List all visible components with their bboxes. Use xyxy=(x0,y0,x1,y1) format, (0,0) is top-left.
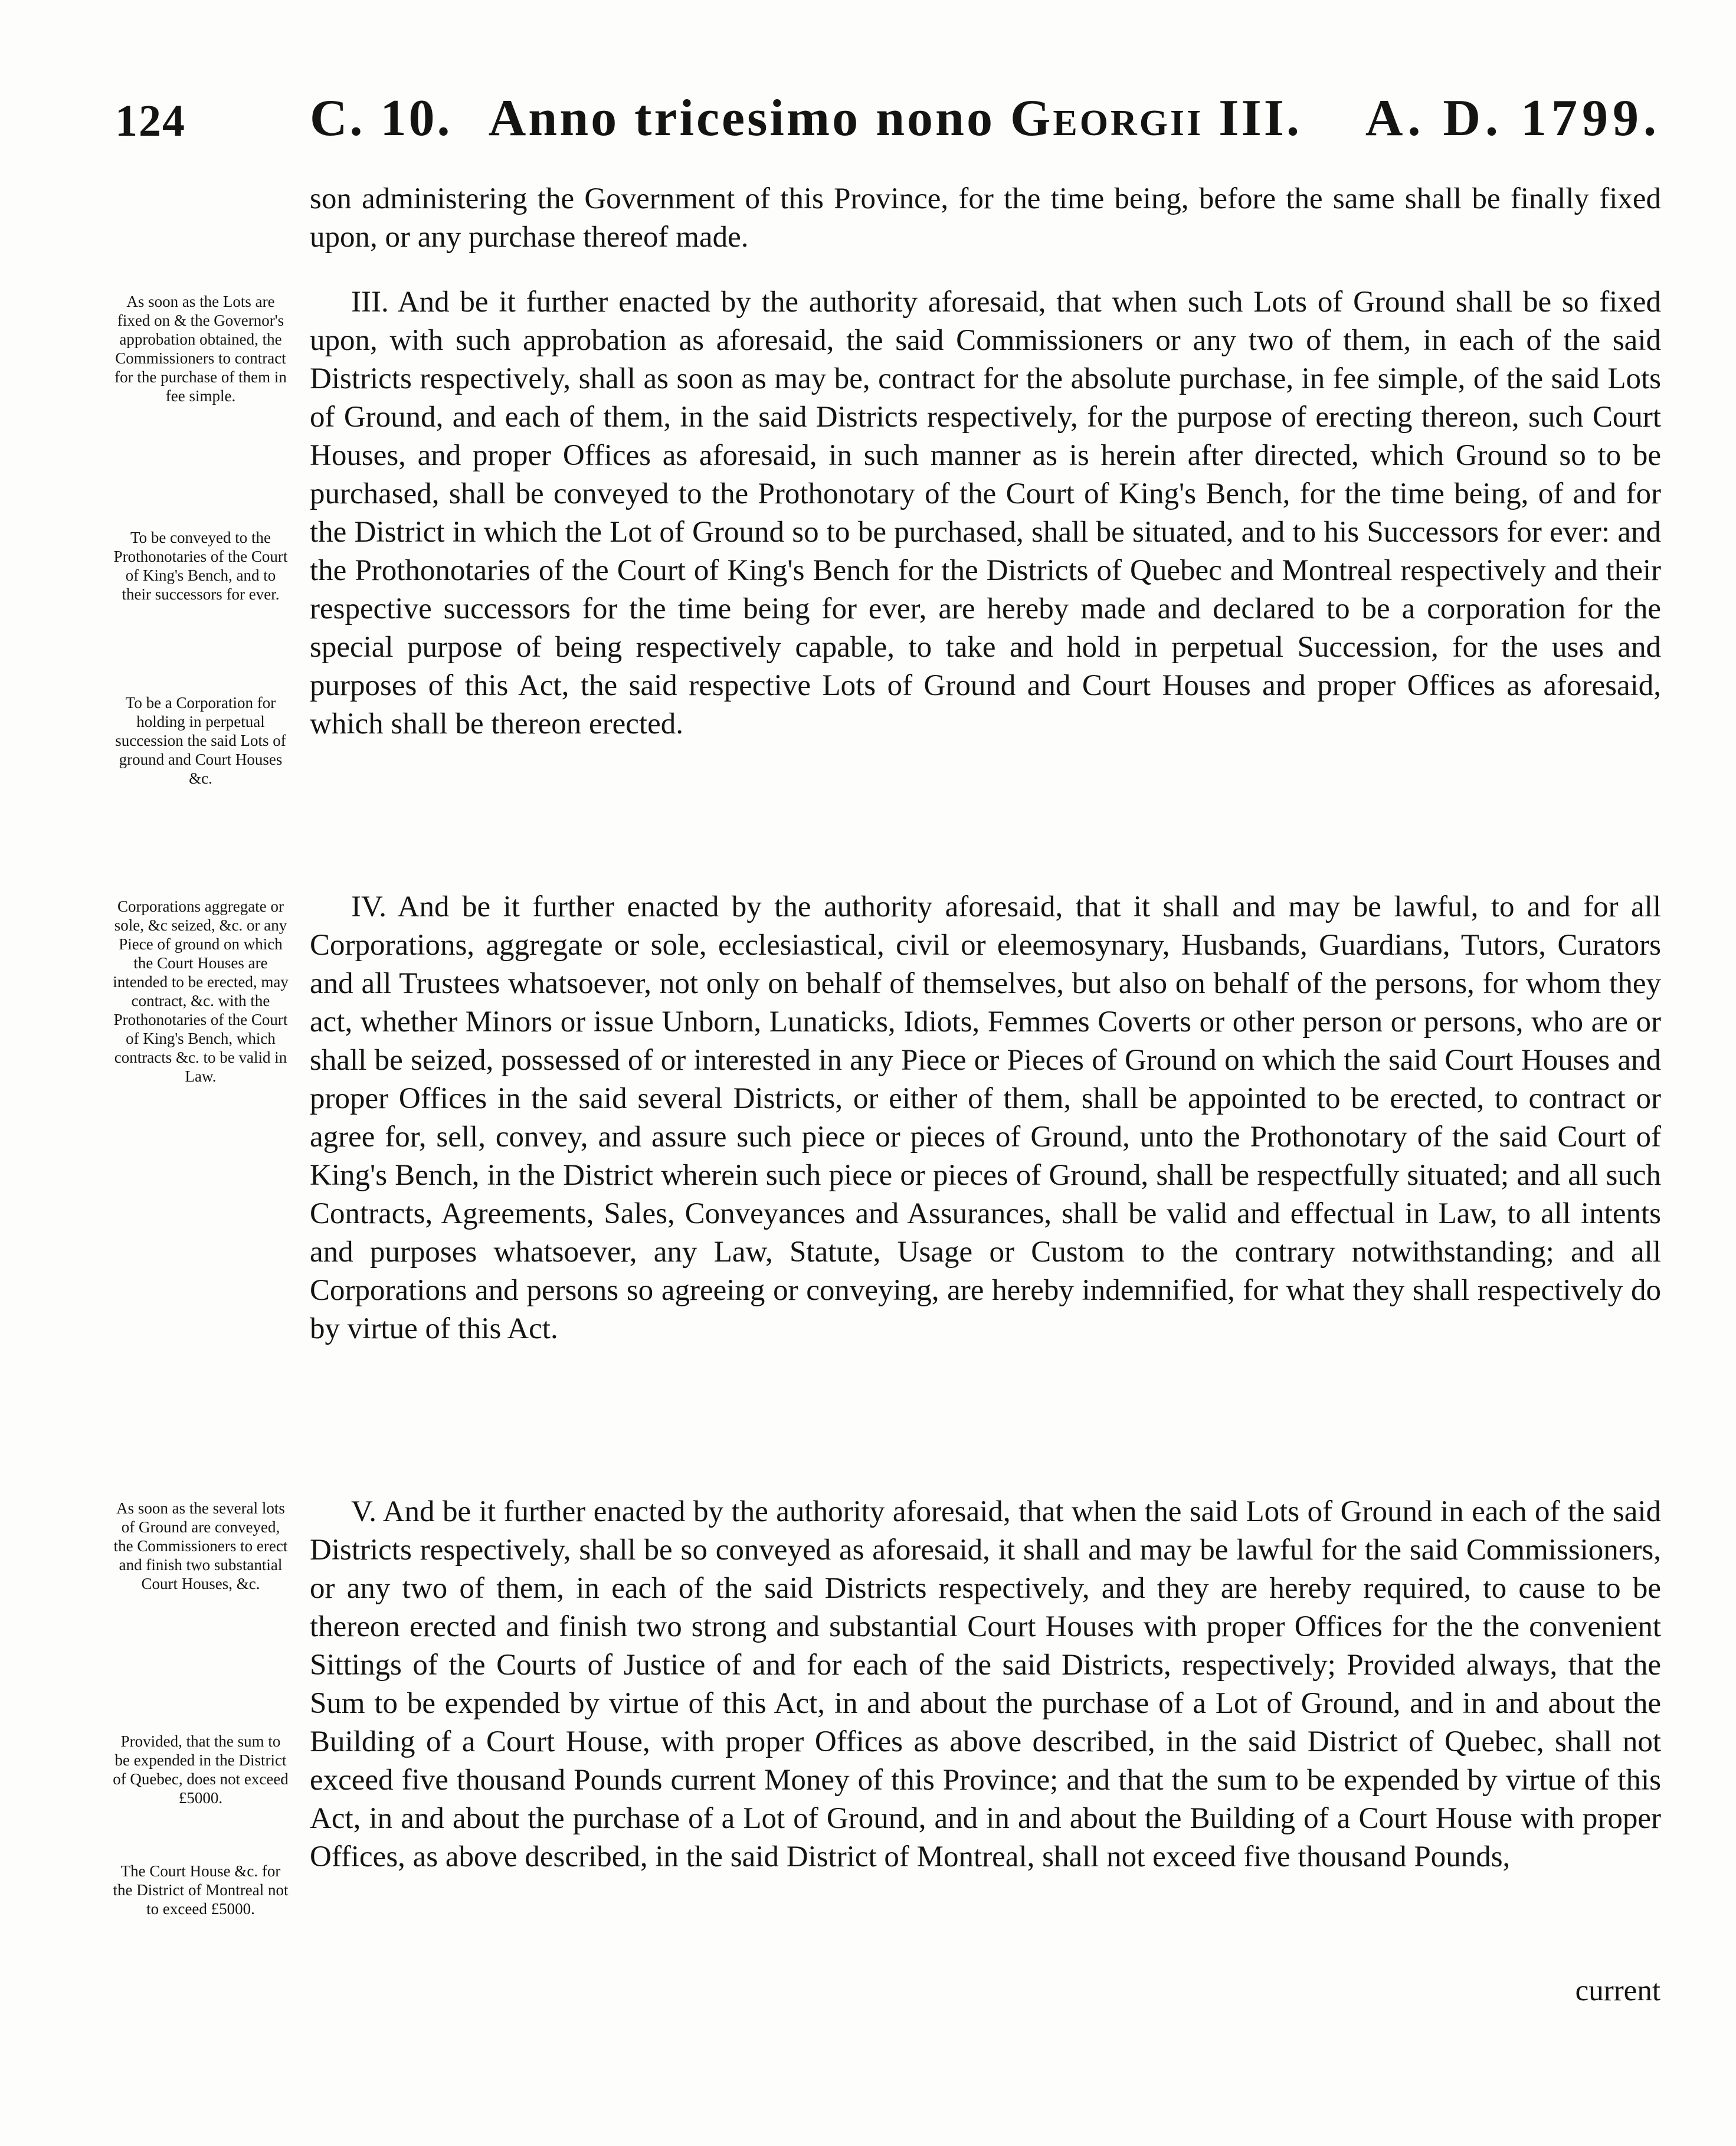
running-head xyxy=(310,89,1661,148)
section-text: IV. And be it further enacted by the authority aforesaid, that it shall and may be lawful, to and for all Corporations, aggregate or sole, ecclesiastical, civil or eleemosynary, Husbands, Guardians, Tutors, Curators and all Trustees whatsoever, not only on behalf of themselves, but also on behalf of the persons, for whom they act, whether Minors or issue Unborn, Lunaticks, Idiots, Femmes Coverts or other person or persons, who are or shall be seized, possessed of or interested in any Piece or Pieces of Ground on which the said Court Houses and proper Offices in the said several Districts, or either of them, shall be appointed to be erected, to contract or agree for, sell, convey, and assure such piece or pieces of Ground, unto the Prothonotary of the said Court of King's Bench, in the District wherein such piece or pieces of Ground, shall be respectfully situated; and all such Contracts, Agreements, Sales, Conveyances and Assurances, shall be valid and effectual in Law, to all intents and purposes whatsoever, any Law, Statute, Usage or Custom to the contrary notwithstanding; and all Corporations and persons so agreeing or conveying, are hereby indemnified, for what they shall respectively do by virtue of this Act. xyxy=(310,890,1661,1345)
page-number: 124 xyxy=(115,96,186,146)
margin-note-text: To be conveyed to the Prothonotaries of the Court of King's Bench, and to their successors for ever. xyxy=(113,529,288,603)
section-5 xyxy=(310,1493,1661,1876)
margin-note-text: Provided, that the sum to be expended in the District of Quebec, does not exceed £5000. xyxy=(113,1732,289,1807)
section-3 xyxy=(310,283,1661,743)
section-text: III. And be it further enacted by the authority aforesaid, that when such Lots of Ground shall be so fixed upon, with such approbation as aforesaid, the said Commissioners or any two of them, in each of the said Districts respectively, shall as soon as may be, contract for the absolute purchase, in fee simple, of the said Lots of Ground, and each of them, in the said Districts respectively, for the purpose of erecting thereon, such Court Houses, and proper Offices as aforesaid, in such manner as is herein after directed, which Ground so to be purchased, shall be conveyed to the Prothonotary of the Court of King's Bench, for the time being, of and for the District in which the Lot of Ground so to be purchased, shall be situated, and to his Successors for ever: and the Prothonotaries of the Court of King's Bench for the Districts of Quebec and Montreal respectively and their respective successors for the time being for ever, are hereby made and declared to be a corporation for the special purpose of being respectively capable, to take and hold in perpetual Succession, for the uses and purposes of this Act, the said respective Lots of Ground and Court Houses and proper Offices as aforesaid, which shall be thereon erected. xyxy=(310,286,1661,741)
margin-note xyxy=(112,1732,289,1811)
running-head-king: Georgii xyxy=(1010,90,1204,147)
margin-note xyxy=(112,528,289,607)
margin-note-text: As soon as the Lots are fixed on & the Governor's approbation obtained, the Commissioners to contract for the purchase of them in fee simple. xyxy=(114,293,287,405)
running-head-title: Anno tricesimo nono xyxy=(488,90,995,147)
margin-note xyxy=(112,1862,289,1922)
margin-note-text: Corporations aggregate or sole, &c seized, &c. or any Piece of ground on which the Court Houses are intended to be erected, may contract, &c. with the Prothonotaries of the Court of King's Bench, which contracts &c. to be valid in Law. xyxy=(113,897,289,1085)
catchword: current xyxy=(1575,1974,1660,2007)
margin-note xyxy=(112,1499,289,1597)
page-header xyxy=(115,89,1661,159)
running-head-regnal: III. xyxy=(1219,90,1302,147)
margin-note-text: To be a Corporation for holding in perpetual succession the said Lots of ground and Court Houses &c. xyxy=(115,694,286,787)
section-continuation xyxy=(310,180,1661,257)
margin-note-text: As soon as the several lots of Ground are conveyed, the Commissioners to erect and finish two substantial Court Houses, &c. xyxy=(113,1499,288,1593)
margin-note xyxy=(112,693,289,791)
margin-note xyxy=(112,897,289,1089)
margin-note xyxy=(112,292,289,409)
margin-note-text: The Court House &c. for the District of Montreal not to exceed £5000. xyxy=(113,1862,289,1918)
section-4 xyxy=(310,888,1661,1348)
section-text: V. And be it further enacted by the authority aforesaid, that when the said Lots of Ground in each of the said Districts respectively, shall be so conveyed as aforesaid, it shall and may be lawful for the said Commissioners, or any two of them, in each of the said Districts respectively, and they are hereby required, to cause to be thereon erected and finish two strong and substantial Court Houses with proper Offices for the the convenient Sittings of the Courts of Justice of and for each of the said Districts, respectively; Provided always, that the Sum to be expended by virtue of this Act, in and about the purchase of a Lot of Ground, and in and about the Building of a Court House, with proper Offices as above described, in the said District of Quebec, shall not exceed five thousand Pounds current Money of this Province; and that the sum to be expended by virtue of this Act, in and about the purchase of a Lot of Ground, and in and about the Building of a Court House with proper Offices, as above described, in the said District of Montreal, shall not exceed five thousand Pounds, xyxy=(310,1495,1661,1873)
running-head-year: A. D. 1799. xyxy=(1365,90,1661,147)
chapter-number: C. 10. xyxy=(310,90,453,147)
section-text: son administering the Government of this Province, for the time being, before the same shall be finally fixed upon, or any purchase thereof made. xyxy=(310,182,1661,254)
